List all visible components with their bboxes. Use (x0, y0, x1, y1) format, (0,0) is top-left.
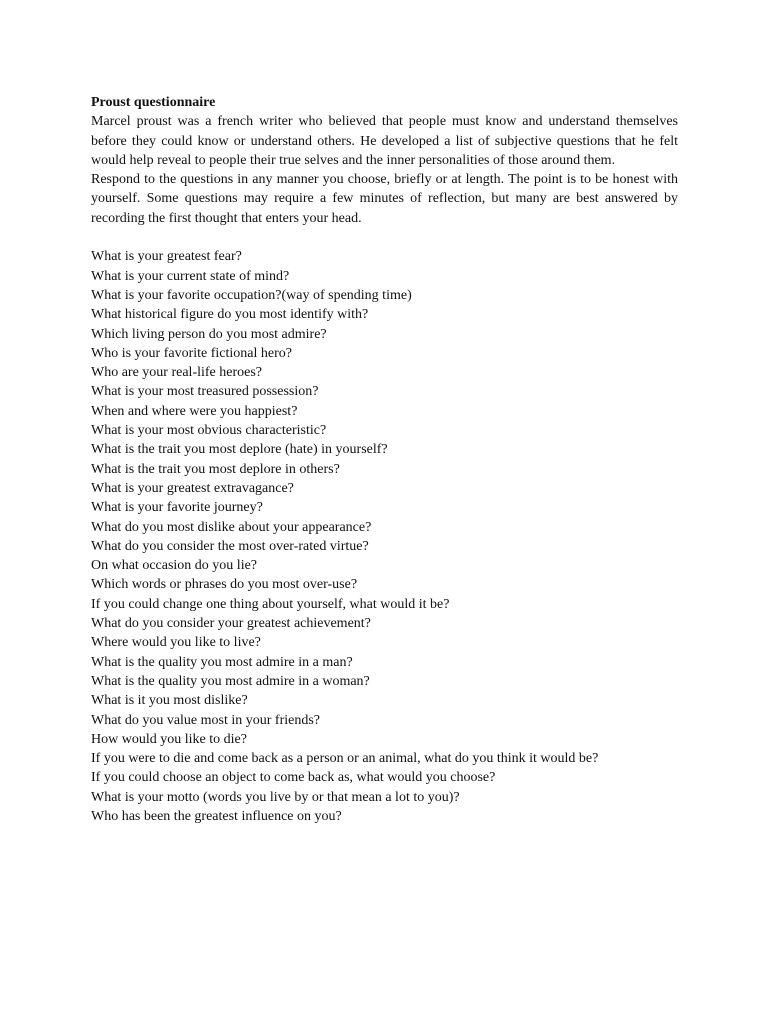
question-item: What is your greatest fear? (91, 249, 242, 265)
document-page (91, 93, 678, 826)
question-item: What historical figure do you most identify with? (91, 307, 369, 323)
question-item: When and where were you happiest? (91, 403, 298, 419)
question-item: What is your favorite journey? (91, 500, 263, 516)
question-item: What do you consider your greatest achievement? (91, 616, 371, 632)
question-item: What is the trait you most deplore in others? (91, 461, 340, 477)
question-item: What do you most dislike about your appearance? (91, 519, 372, 535)
question-item: What is your favorite occupation?(way of spending time) (91, 287, 412, 303)
question-item: What is it you most dislike? (91, 693, 248, 709)
question-item: If you could change one thing about yourself, what would it be? (91, 596, 450, 612)
question-item: What do you value most in your friends? (91, 712, 321, 728)
question-item: What is your greatest extravagance? (91, 480, 294, 496)
question-item: Who has been the greatest influence on you? (91, 808, 342, 824)
question-item: Who is your favorite fictional hero? (91, 345, 292, 361)
question-item: What do you consider the most over-rated virtue? (91, 538, 369, 554)
question-item: Which living person do you most admire? (91, 326, 327, 342)
question-item: What is your most treasured possession? (91, 384, 319, 400)
document-title: Proust questionnaire (91, 95, 216, 110)
question-item: What is your motto (words you live by or that mean a lot to you)? (91, 789, 460, 805)
question-item: If you were to die and come back as a person or an animal, what do you think it would be? (91, 751, 599, 767)
instructions-paragraph: Respond to the questions in any manner you choose, briefly or at length. The point is to be honest with yourself. Some questions may require a few minutes of reflection, but many are best answered by recording the first thought that enters your head. (91, 172, 678, 226)
question-list (91, 247, 678, 826)
question-item: Where would you like to live? (91, 635, 261, 651)
intro-paragraph: Marcel proust was a french writer who believed that people must know and understand themselves before they could know or understand others. He developed a list of subjective questions that he felt would help reveal to people their true selves and the inner personalities of those around them. (91, 114, 678, 168)
question-item: On what occasion do you lie? (91, 558, 258, 574)
question-item: What is the trait you most deplore (hate) in yourself? (91, 442, 388, 458)
question-item: Who are your real-life heroes? (91, 365, 263, 381)
question-item: Which words or phrases do you most over-use? (91, 577, 358, 593)
question-item: What is your most obvious characteristic? (91, 423, 327, 439)
question-item: What is the quality you most admire in a woman? (91, 673, 370, 689)
question-item: If you could choose an object to come back as, what would you choose? (91, 770, 496, 786)
paragraph-spacer (91, 228, 678, 247)
question-item: What is the quality you most admire in a man? (91, 654, 353, 670)
question-item: How would you like to die? (91, 731, 247, 747)
question-item: What is your current state of mind? (91, 268, 290, 284)
